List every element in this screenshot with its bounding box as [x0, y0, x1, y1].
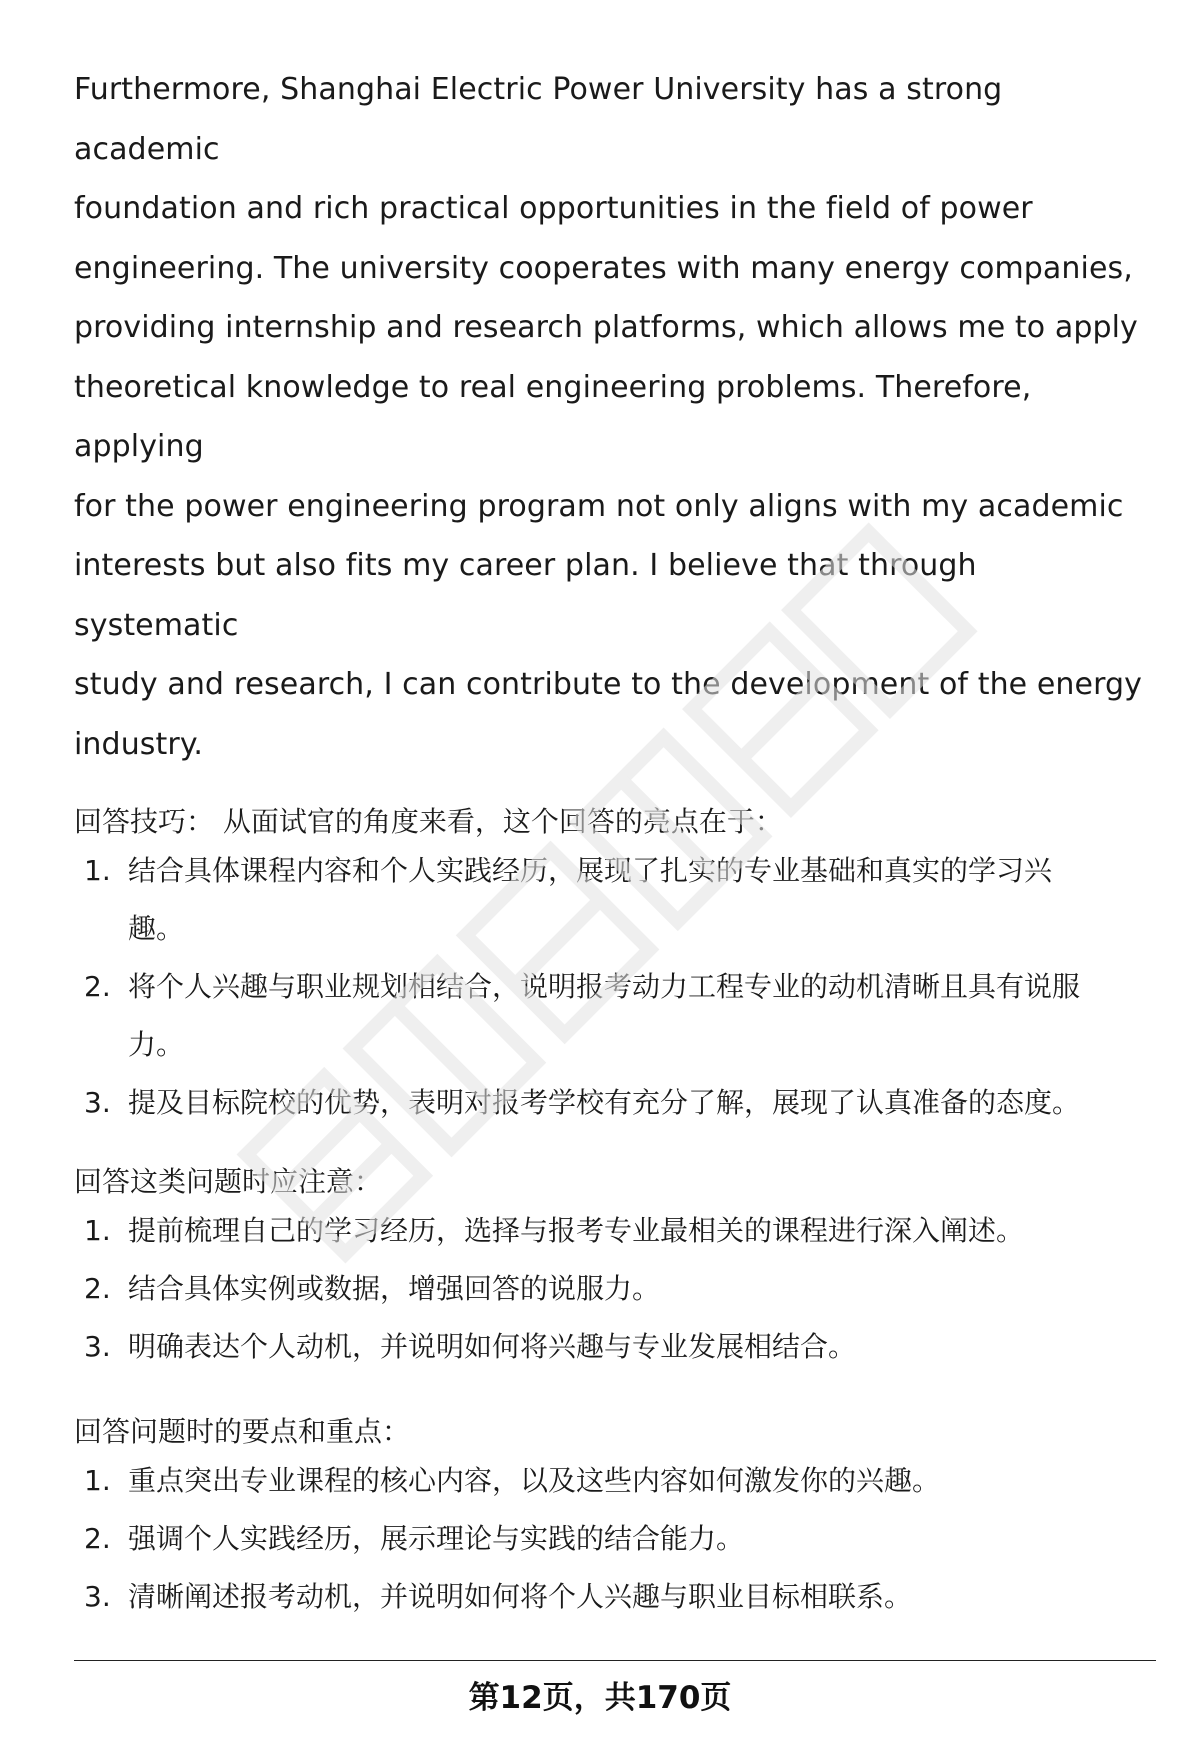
intro-line: for the power engineering program not only aligns with my academic	[74, 488, 1124, 524]
list-item-text: 提及目标院校的优势，表明对报考学校有充分了解，展现了认真准备的态度。	[128, 1086, 1081, 1119]
document-page	[74, 60, 1149, 1626]
list-item	[74, 1510, 1149, 1568]
list-number: 2.	[84, 970, 111, 1003]
intro-line: interests but also fits my career plan. I believe that through systematic	[74, 548, 977, 643]
list-number: 1.	[84, 1464, 111, 1497]
list-item-text: 结合具体课程内容和个人实践经历，展现了扎实的专业基础和真实的学习兴	[128, 854, 1053, 887]
list-number: 3.	[84, 1580, 111, 1613]
list-item-text: 清晰阐述报考动机，并说明如何将个人兴趣与职业目标相联系。	[128, 1580, 913, 1613]
notes-list	[74, 1202, 1149, 1376]
list-item-text-cont: 趣。	[128, 912, 185, 945]
keypoints-list	[74, 1452, 1149, 1626]
section-heading-notes: 回答这类问题时应注意：	[74, 1165, 383, 1198]
footer-divider	[74, 1660, 1156, 1661]
section-heading-keypoints: 回答问题时的要点和重点：	[74, 1415, 411, 1448]
list-item-text: 强调个人实践经历，展示理论与实践的结合能力。	[128, 1522, 745, 1555]
list-item	[74, 958, 1149, 1074]
list-item-text: 结合具体实例或数据，增强回答的说服力。	[128, 1272, 661, 1305]
list-item	[74, 1074, 1149, 1132]
list-item	[74, 1202, 1149, 1260]
list-item	[74, 842, 1149, 958]
list-item-text-cont: 力。	[128, 1028, 185, 1061]
intro-line: theoretical knowledge to real engineering problems. Therefore, applying	[74, 369, 1032, 464]
list-number: 3.	[84, 1330, 111, 1363]
intro-line: Furthermore, Shanghai Electric Power University has a strong academic	[74, 72, 1003, 167]
list-number: 2.	[84, 1272, 111, 1305]
page-number: 第12页，共170页	[468, 1680, 732, 1716]
list-number: 3.	[84, 1086, 111, 1119]
list-number: 2.	[84, 1522, 111, 1555]
list-item-text: 提前梳理自己的学习经历，选择与报考专业最相关的课程进行深入阐述。	[128, 1214, 1025, 1247]
list-item	[74, 1452, 1149, 1510]
intro-line: study and research, I can contribute to the development of the energy	[74, 667, 1143, 702]
intro-line: providing internship and research platforms, which allows me to apply	[74, 310, 1138, 345]
tips-list	[74, 842, 1149, 1132]
list-item	[74, 1260, 1149, 1318]
list-item	[74, 1568, 1149, 1626]
intro-line: engineering. The university cooperates with many energy companies,	[74, 250, 1133, 286]
intro-line: industry.	[74, 726, 204, 762]
list-item-text: 明确表达个人动机，并说明如何将兴趣与专业发展相结合。	[128, 1330, 857, 1363]
list-item	[74, 1318, 1149, 1376]
list-number: 1.	[84, 854, 111, 887]
intro-line: foundation and rich practical opportunities in the field of power	[74, 191, 1033, 226]
list-item-text: 将个人兴趣与职业规划相结合，说明报考动力工程专业的动机清晰且具有说服	[128, 970, 1081, 1003]
list-item-text: 重点突出专业课程的核心内容，以及这些内容如何激发你的兴趣。	[128, 1464, 941, 1497]
list-number: 1.	[84, 1214, 111, 1247]
intro-paragraph	[74, 60, 1149, 774]
section-heading-tips: 回答技巧： 从面试官的角度来看，这个回答的亮点在于：	[74, 805, 783, 838]
